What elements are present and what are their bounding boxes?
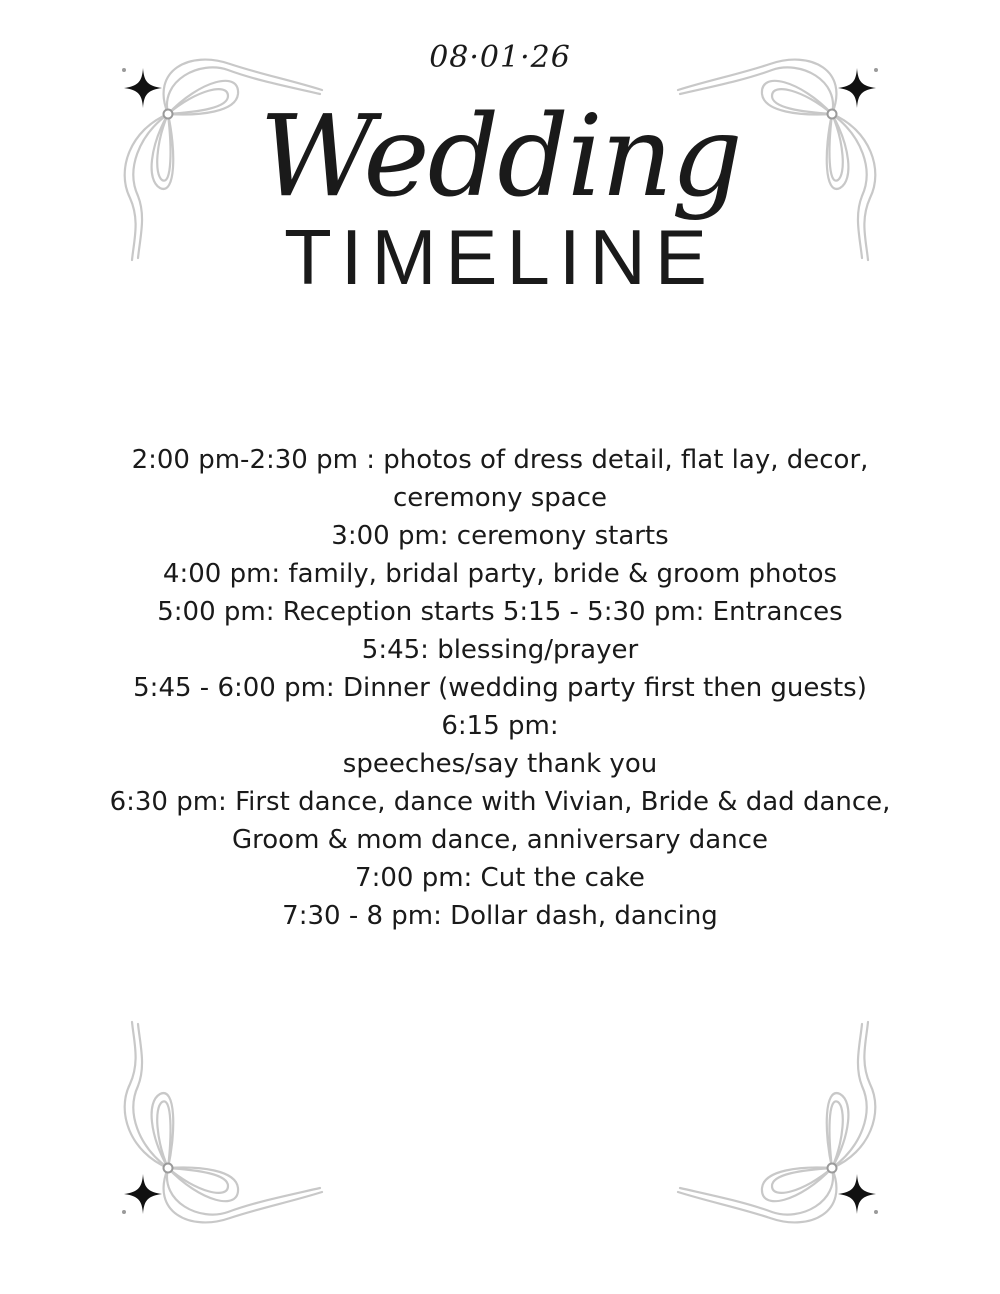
timeline-line: 3:00 pm: ceremony starts [331, 521, 669, 551]
timeline-line: Groom & mom dance, anniversary dance [232, 825, 768, 855]
ribbon-bow-icon [670, 1012, 890, 1232]
page-title: TIMELINE [284, 213, 716, 301]
timeline-line: 5:45 - 6:00 pm: Dinner (wedding party first then guests) [133, 673, 867, 703]
ribbon-bow-icon [110, 1012, 330, 1232]
timeline-list [80, 441, 920, 935]
timeline-line: speeches/say thank you [342, 749, 658, 779]
timeline-line: 5:00 pm: Reception starts 5:15 - 5:30 pm: Entrances [157, 597, 843, 627]
timeline-line: 7:30 - 8 pm: Dollar dash, dancing [282, 901, 718, 931]
timeline-line: 5:45: blessing/prayer [361, 635, 639, 665]
title-script: Wedding [259, 92, 741, 222]
timeline-line: ceremony space [392, 483, 608, 513]
timeline-line: 2:00 pm-2:30 pm : photos of dress detail, flat lay, decor, [131, 445, 869, 475]
event-date: 08·01·26 [429, 40, 571, 75]
timeline-line: 7:00 pm: Cut the cake [355, 863, 645, 893]
timeline-line: 6:15 pm: [441, 711, 559, 741]
timeline-line: 6:30 pm: First dance, dance with Vivian, Bride & dad dance, [109, 787, 891, 817]
timeline-line: 4:00 pm: family, bridal party, bride & groom photos [162, 559, 838, 589]
